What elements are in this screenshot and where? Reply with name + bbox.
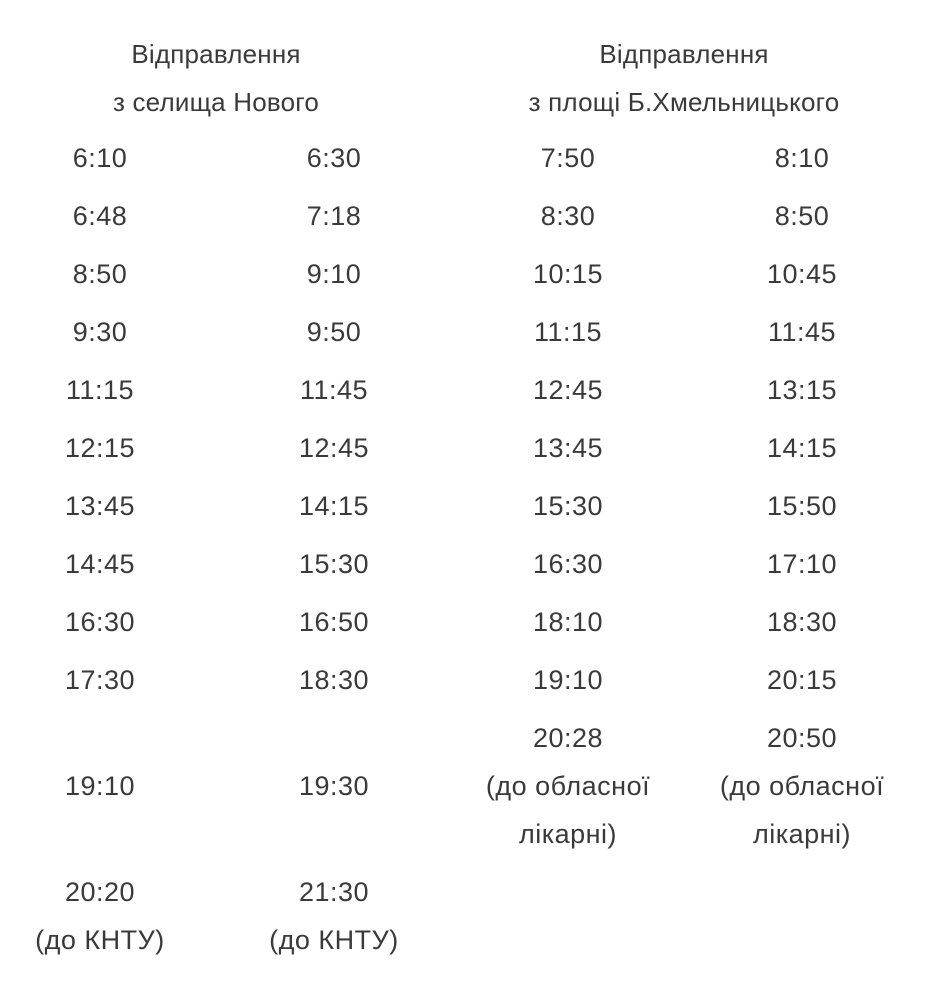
route-note: (до КНТУ) bbox=[35, 925, 165, 955]
time-cell: 9:50 bbox=[306, 317, 362, 347]
time-cell: 6:30 bbox=[306, 143, 362, 173]
header-right-line2: з площі Б.Хмельницького bbox=[528, 87, 840, 117]
time-cell: 12:45 bbox=[532, 375, 604, 405]
time-value: 19:30 bbox=[298, 771, 370, 801]
time-cell: 14:15 bbox=[766, 433, 838, 463]
time-column-1 bbox=[0, 134, 217, 955]
header-from-khmelnytskyi-square bbox=[450, 30, 918, 126]
time-column-3 bbox=[451, 134, 685, 868]
header-right-line1: Відправлення bbox=[599, 39, 769, 69]
time-value: 21:30 bbox=[298, 877, 370, 907]
time-cell: 16:30 bbox=[532, 549, 604, 579]
time-cell: 7:18 bbox=[306, 201, 362, 231]
route-note: (до КНТУ) bbox=[269, 925, 399, 955]
time-cell: 10:15 bbox=[532, 259, 604, 289]
time-cell: 11:45 bbox=[299, 375, 369, 405]
time-cell: 17:30 bbox=[64, 665, 136, 695]
time-cell: 11:15 bbox=[533, 317, 603, 347]
header-from-novyi bbox=[0, 30, 432, 126]
time-cell: 17:10 bbox=[766, 549, 838, 579]
time-cell: 15:50 bbox=[766, 491, 838, 521]
time-cell: 8:50 bbox=[774, 201, 830, 231]
time-cell: 12:15 bbox=[64, 433, 136, 463]
time-cell: 8:10 bbox=[774, 143, 830, 173]
time-cell: 9:10 bbox=[306, 259, 362, 289]
time-cell: 12:45 bbox=[298, 433, 370, 463]
time-cell: 18:30 bbox=[766, 607, 838, 637]
time-cell: 16:50 bbox=[298, 607, 370, 637]
time-cell: 18:10 bbox=[532, 607, 604, 637]
time-cell: 10:45 bbox=[766, 259, 838, 289]
time-value: 20:50 bbox=[766, 723, 838, 753]
time-cell-special bbox=[217, 868, 451, 955]
time-cell-special bbox=[0, 714, 217, 868]
time-cell: 13:45 bbox=[532, 433, 604, 463]
time-cell: 6:48 bbox=[72, 201, 128, 231]
time-cell: 8:30 bbox=[540, 201, 596, 231]
time-cell: 6:10 bbox=[72, 143, 128, 173]
header-left-line2: з селища Нового bbox=[112, 87, 320, 117]
time-column-2 bbox=[217, 134, 451, 955]
time-cell: 13:15 bbox=[766, 375, 838, 405]
route-note-cont: лікарні) bbox=[752, 819, 852, 849]
route-note: (до обласної bbox=[485, 771, 651, 801]
time-cell-special bbox=[217, 714, 451, 868]
time-cell: 14:15 bbox=[298, 491, 370, 521]
time-cell: 7:50 bbox=[540, 143, 596, 173]
time-cell: 16:30 bbox=[64, 607, 136, 637]
time-cell: 18:30 bbox=[298, 665, 370, 695]
time-cell: 15:30 bbox=[298, 549, 370, 579]
time-cell: 8:50 bbox=[72, 259, 128, 289]
time-cell-special bbox=[685, 714, 919, 868]
time-cell: 15:30 bbox=[532, 491, 604, 521]
time-value: 19:10 bbox=[64, 771, 136, 801]
time-cell: 9:30 bbox=[72, 317, 128, 347]
time-cell: 19:10 bbox=[532, 665, 604, 695]
time-cell-special bbox=[0, 868, 217, 955]
time-cell: 20:15 bbox=[766, 665, 838, 695]
time-cell: 14:45 bbox=[64, 549, 136, 579]
route-note-cont: лікарні) bbox=[518, 819, 618, 849]
time-column-4 bbox=[685, 134, 919, 868]
route-note: (до обласної bbox=[719, 771, 885, 801]
time-cell: 11:45 bbox=[767, 317, 837, 347]
time-value: 20:20 bbox=[64, 877, 136, 907]
time-value: 20:28 bbox=[532, 723, 604, 753]
header-left-line1: Відправлення bbox=[131, 39, 301, 69]
time-cell: 11:15 bbox=[65, 375, 135, 405]
time-cell-special bbox=[451, 714, 685, 868]
time-cell: 13:45 bbox=[64, 491, 136, 521]
